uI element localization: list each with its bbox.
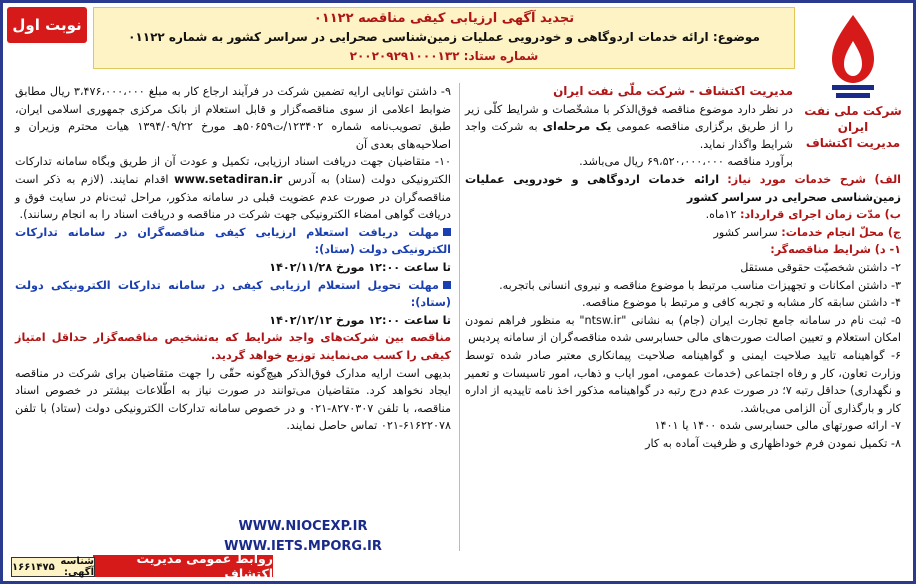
intro-text-2: به شرکت واجد شرایط واگذار نماید. — [465, 120, 793, 151]
section-a-text: ارائه خدمات اردوگاهی و خودرویی عملیات زمین‌شناسی صحرایی در سراسر کشور — [465, 172, 901, 204]
org-name: مدیریت اکتشاف - شرکت ملّی نفت ایران — [553, 84, 793, 98]
right-column — [465, 83, 901, 452]
list-item: ۲- داشتن شخصیّت حقوقی مستقل — [740, 260, 901, 274]
subject-label: موضوع: — [712, 30, 760, 44]
section-b-label: ب) مدّت زمان اجرای قرارداد: — [740, 208, 901, 222]
notice-header — [93, 7, 795, 69]
intro-text-1: در نظر دارد موضوع مناقصه فوق‌الذکر با مشخّصات و شرایط کلّی زیر را از طریق برگزاری مناقصه عمومی — [465, 102, 793, 134]
turn-badge: نوبت اول — [7, 7, 87, 43]
bullet-square-icon — [443, 281, 451, 289]
deadline-1-date: تا ساعت ۱۲:۰۰ مورخ ۱۴۰۲/۱۱/۲۸ — [269, 260, 451, 274]
subject-text: ارائه خدمات اردوگاهی و خودرویی عملیات زمین‌شناسی صحرایی در سراسر کشور به شماره ۰۱۱۲۲ — [128, 30, 709, 44]
item-10-text-a: ۱۰- متقاضیان جهت دریافت اسناد ارزیابی، تکمیل و عودت آن از طریق وبگاه سامانه تدارکات الکترونیکی دولت (ستاد) به آدرس — [15, 155, 451, 186]
setad-link[interactable]: www.setadiran.ir — [174, 172, 283, 186]
section-c-text: سراسر کشور — [713, 225, 778, 239]
notice-subject — [94, 28, 794, 47]
item-10 — [15, 153, 451, 223]
bullet-square-icon — [443, 228, 451, 236]
deadline-2-label: مهلت تحویل استعلام ارزیابی کیفی در سامانه تدارکات الکترونیکی دولت (ستاد): — [15, 278, 451, 310]
deadline-1-label: مهلت دریافت استعلام ارزیابی کیفی مناقصه‌گران در سامانه تدارکات الکترونیکی دولت (ستاد): — [15, 225, 451, 257]
list-item: ۳- داشتن امکانات و تجهیزات مناسب مرتبط با موضوع مناقصه و نیروی انسانی باتجربه. — [499, 278, 901, 292]
intro-bold: یک مرحله‌ای — [542, 120, 612, 134]
left-column — [15, 83, 451, 435]
distribution-notice: مناقصه بین شرکت‌های واجد شرایط که به‌تشخیص مناقصه‌گزار حداقل امتیاز کیفی را کسب می‌نمایند توزیع خواهد گردید. — [15, 331, 451, 362]
logo-division-name: مدیریت اکتشاف — [805, 136, 901, 150]
ad-id-label: شناسه آگهی: — [60, 556, 94, 578]
column-divider — [459, 83, 460, 551]
niocexp-link[interactable]: WWW.NIOCEXP.IR — [238, 519, 368, 534]
public-relations-footer: روابط عمومی مدیریت اکتشاف — [93, 555, 273, 577]
list-item: ۴- داشتن سابقه کار مشابه و تجربه کافی و مرتبط با موضوع مناقصه. — [581, 296, 901, 310]
estimate: برآورد مناقصه ۶۹،۵۲۰،۰۰۰،۰۰۰ ریال می‌باشد. — [579, 155, 793, 169]
intro-block — [465, 83, 901, 171]
section-a-label: الف) شرح خدمات مورد نیاز: — [727, 172, 902, 186]
notice-title: تجدید آگهی ارزیابی کیفی مناقصه ۰۱۱۲۲ — [313, 11, 575, 26]
ad-id-box — [11, 557, 95, 577]
item-9: ۹- داشتن توانایی ارایه تضمین شرکت در فرآیند ارجاع کار به مبلغ ۳،۴۷۶،۰۰۰،۰۰۰ ریال مطابق ضوابط اعلامی از سوی مناقصه‌گزار و قابل استعلام از بانک مرکزی جمهوری اسلامی ایران، طبق تصویب‌نامه شماره ۱۲۳۴۰۲/ت۵۰۶۵۹هـ مورخ ۱۳۹۴/۰۹/۲۲ هیات محترم وزیران و اصلاحیه‌های بعدی آن — [15, 85, 452, 151]
closing-paragraph: بدیهی است ارایه مدارک فوق‌الذکر هیچ‌گونه حقّی را جهت متقاضیان برای شرکت در مناقصه ایجاد نخواهد کرد. متقاضیان می‌توانند در صورت نیاز به اطّلاعات بیشتر در خصوص اسناد مناقصه، با تلفن ۸۲۷۰۳۰۷-۰۲۱ و در خصوص سامانه تدارکات الکترونیکی دولت (ستاد) با تلفن ۶۱۶۲۲۰۷۸-۰۲۱ تماس حاصل نمایند. — [15, 366, 451, 433]
setad-number: شماره ستاد: ۲۰۰۲۰۹۲۹۱۰۰۰۱۳۲ — [349, 49, 539, 63]
iets-link[interactable]: WWW.IETS.MPORG.IR — [224, 539, 382, 554]
section-d-label: ۱- د) شرایط مناقصه‌گر: — [770, 243, 901, 257]
intro-paragraph — [465, 101, 793, 154]
deadline-2-date: تا ساعت ۱۲:۰۰ مورخ ۱۴۰۲/۱۲/۱۲ — [269, 313, 451, 327]
list-item: ۸- تکمیل نمودن فرم خوداظهاری و ظرفیت آماده به کار — [645, 436, 901, 450]
item-10-text-b: اقدام نمایند. (لازم به ذکر است مناقصه‌گران در صورت عدم عضویت قبلی در سامانه مذکور، مراحل ثبت‌نام در سایت فوق و دریافت گواهی امضاء الکترونیکی جهت شرکت در مناقصه و دریافت اسناد را به انجام رسانند). — [15, 172, 451, 222]
list-item: ۶- گواهینامه تایید صلاحیت ایمنی و گواهینامه صلاحیت پیمانکاری معتبر صادر شده توسط وزارت تعاون، کار و رفاه اجتماعی (خدمات عمومی، امور ایاب و ذهاب، امور تاسیسات و تعمیر و نگهداری) حداقل رتبه ۷؛ در صورت عدم درج رتبه در گواهینامه مذکور اخذ نامه تاییدیه از اداره کار و بارگذاری آن الزامی می‌باشد. — [465, 348, 901, 415]
list-item: ۷- ارائه صورتهای مالی حسابرسی شده ۱۴۰۰ یا ۱۴۰۱ — [654, 419, 901, 433]
ad-id-number: ۱۶۶۱۴۷۵ — [12, 561, 55, 573]
list-item: ۵- ثبت نام در سامانه جامع تجارت ایران (جام) به نشانی "ntsw.ir" به منظور فراهم نمودن امکان استعلام و تعیین اصالت صورت‌های مالی حسابرسی شده مناقصه‌گران از سامانه پردیس — [465, 313, 901, 345]
logo-company-name: شرکت ملی نفت ایران — [804, 104, 902, 134]
section-b-text: ۱۲ماه. — [705, 208, 737, 222]
section-c-label: ج) محلّ انجام خدمات: — [781, 225, 901, 239]
